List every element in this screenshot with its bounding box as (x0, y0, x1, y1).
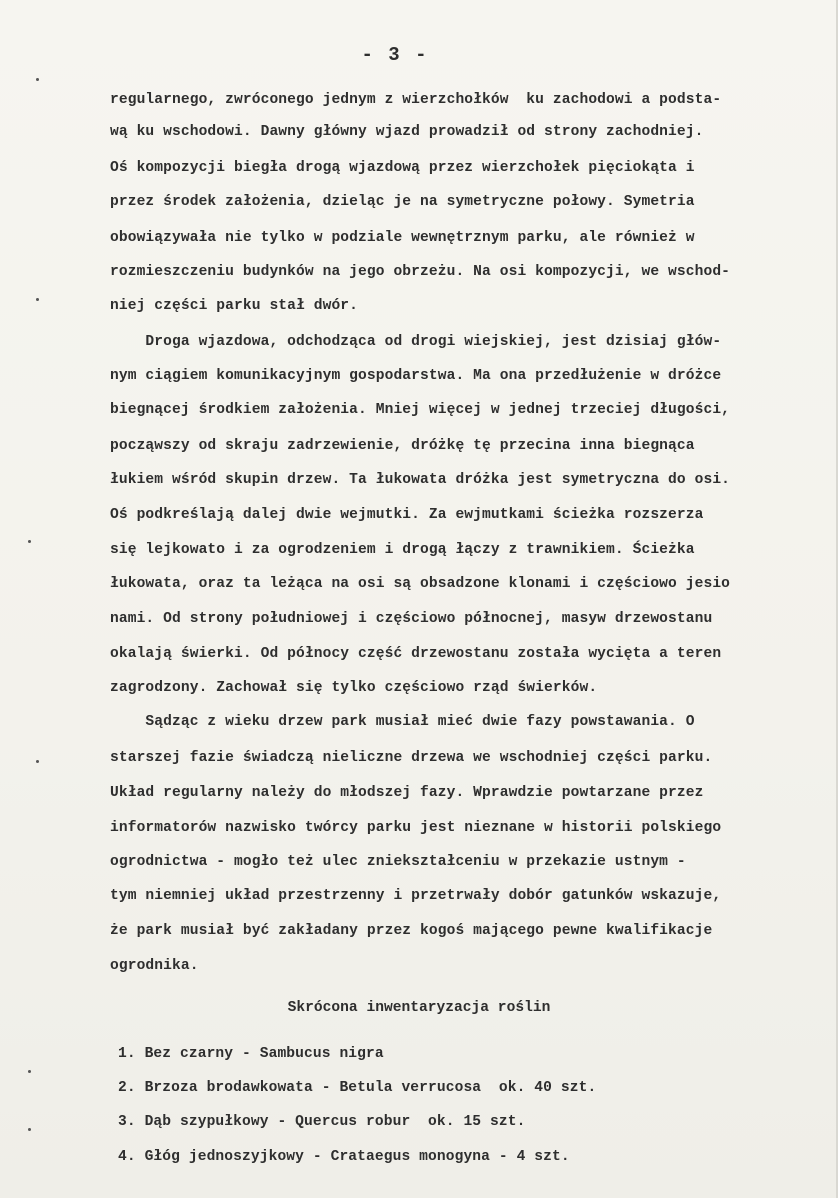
text-line: ogrodnika. (110, 958, 199, 974)
text-line: Sądząc z wieku drzew park musiał mieć dwie fazy powstawania. O (110, 714, 695, 730)
margin-mark (28, 1128, 31, 1131)
text-line: rozmieszczeniu budynków na jego obrzeżu. Na osi kompozycji, we wschod- (110, 264, 731, 280)
text-line: przez środek założenia, dzieląc je na symetryczne połowy. Symetria (110, 194, 695, 210)
text-line: łukowata, oraz ta leżąca na osi są obsadzone klonami i częściowo jesio (110, 576, 731, 592)
text-line: biegnącej środkiem założenia. Mniej więcej w jednej trzeciej długości, (110, 402, 731, 418)
text-line: ogrodnictwa - mogło też ulec zniekształceniu w przekazie ustnym - (110, 854, 686, 870)
text-line: łukiem wśród skupin drzew. Ta łukowata dróżka jest symetryczna do osi. (110, 472, 731, 488)
inventory-item: 4. Głóg jednoszyjkowy - Crataegus monogyna - 4 szt. (118, 1149, 570, 1165)
text-line: że park musiał być zakładany przez kogoś mającego pewne kwalifikacje (110, 923, 713, 939)
text-line: starszej fazie świadczą nieliczne drzewa we wschodniej części parku. (110, 750, 713, 766)
text-line: Układ regularny należy do młodszej fazy. Wprawdzie powtarzane przez (110, 785, 704, 801)
margin-mark (36, 78, 39, 81)
text-line: począwszy od skraju zadrzewienie, dróżkę tę przecina inna biegnąca (110, 438, 695, 454)
margin-mark (36, 298, 39, 301)
margin-mark (28, 1070, 31, 1073)
text-line: informatorów nazwisko twórcy parku jest nieznane w historii polskiego (110, 820, 722, 836)
text-line: Oś kompozycji biegła drogą wjazdową przez wierzchołek pięciokąta i (110, 160, 695, 176)
text-line: Droga wjazdowa, odchodząca od drogi wiejskiej, jest dzisiaj głów- (110, 334, 722, 350)
text-line: zagrodzony. Zachował się tylko częściowo rząd świerków. (110, 680, 598, 696)
inventory-item: 1. Bez czarny - Sambucus nigra (118, 1046, 384, 1062)
text-line: regularnego, zwróconego jednym z wierzchołków ku zachodowi a podsta- (110, 92, 722, 108)
text-line: wą ku wschodowi. Dawny główny wjazd prowadził od strony zachodniej. (110, 124, 704, 140)
text-line: obowiązywała nie tylko w podziale wewnętrznym parku, ale również w (110, 230, 695, 246)
text-line: Oś podkreślają dalej dwie wejmutki. Za ewjmutkami ścieżka rozszerza (110, 507, 704, 523)
margin-mark (28, 540, 31, 543)
text-line: nym ciągiem komunikacyjnym gospodarstwa. Ma ona przedłużenie w dróżce (110, 368, 722, 384)
text-line: nami. Od strony południowej i częściowo północnej, masyw drzewostanu (110, 611, 713, 627)
text-line: niej części parku stał dwór. (110, 298, 359, 314)
inventory-item: 3. Dąb szypułkowy - Quercus robur ok. 15 szt. (118, 1114, 526, 1130)
text-line: okalają świerki. Od północy część drzewostanu została wycięta a teren (110, 646, 722, 662)
text-line: się lejkowato i za ogrodzeniem i drogą łączy z trawnikiem. Ścieżka (110, 542, 695, 558)
page-number: - 3 - (361, 44, 429, 66)
section-heading: Skrócona inwentaryzacja roślin (287, 1000, 551, 1016)
inventory-item: 2. Brzoza brodawkowata - Betula verrucosa ok. 40 szt. (118, 1080, 597, 1096)
text-line: tym niemniej układ przestrzenny i przetrwały dobór gatunków wskazuje, (110, 888, 722, 904)
margin-mark (36, 760, 39, 763)
